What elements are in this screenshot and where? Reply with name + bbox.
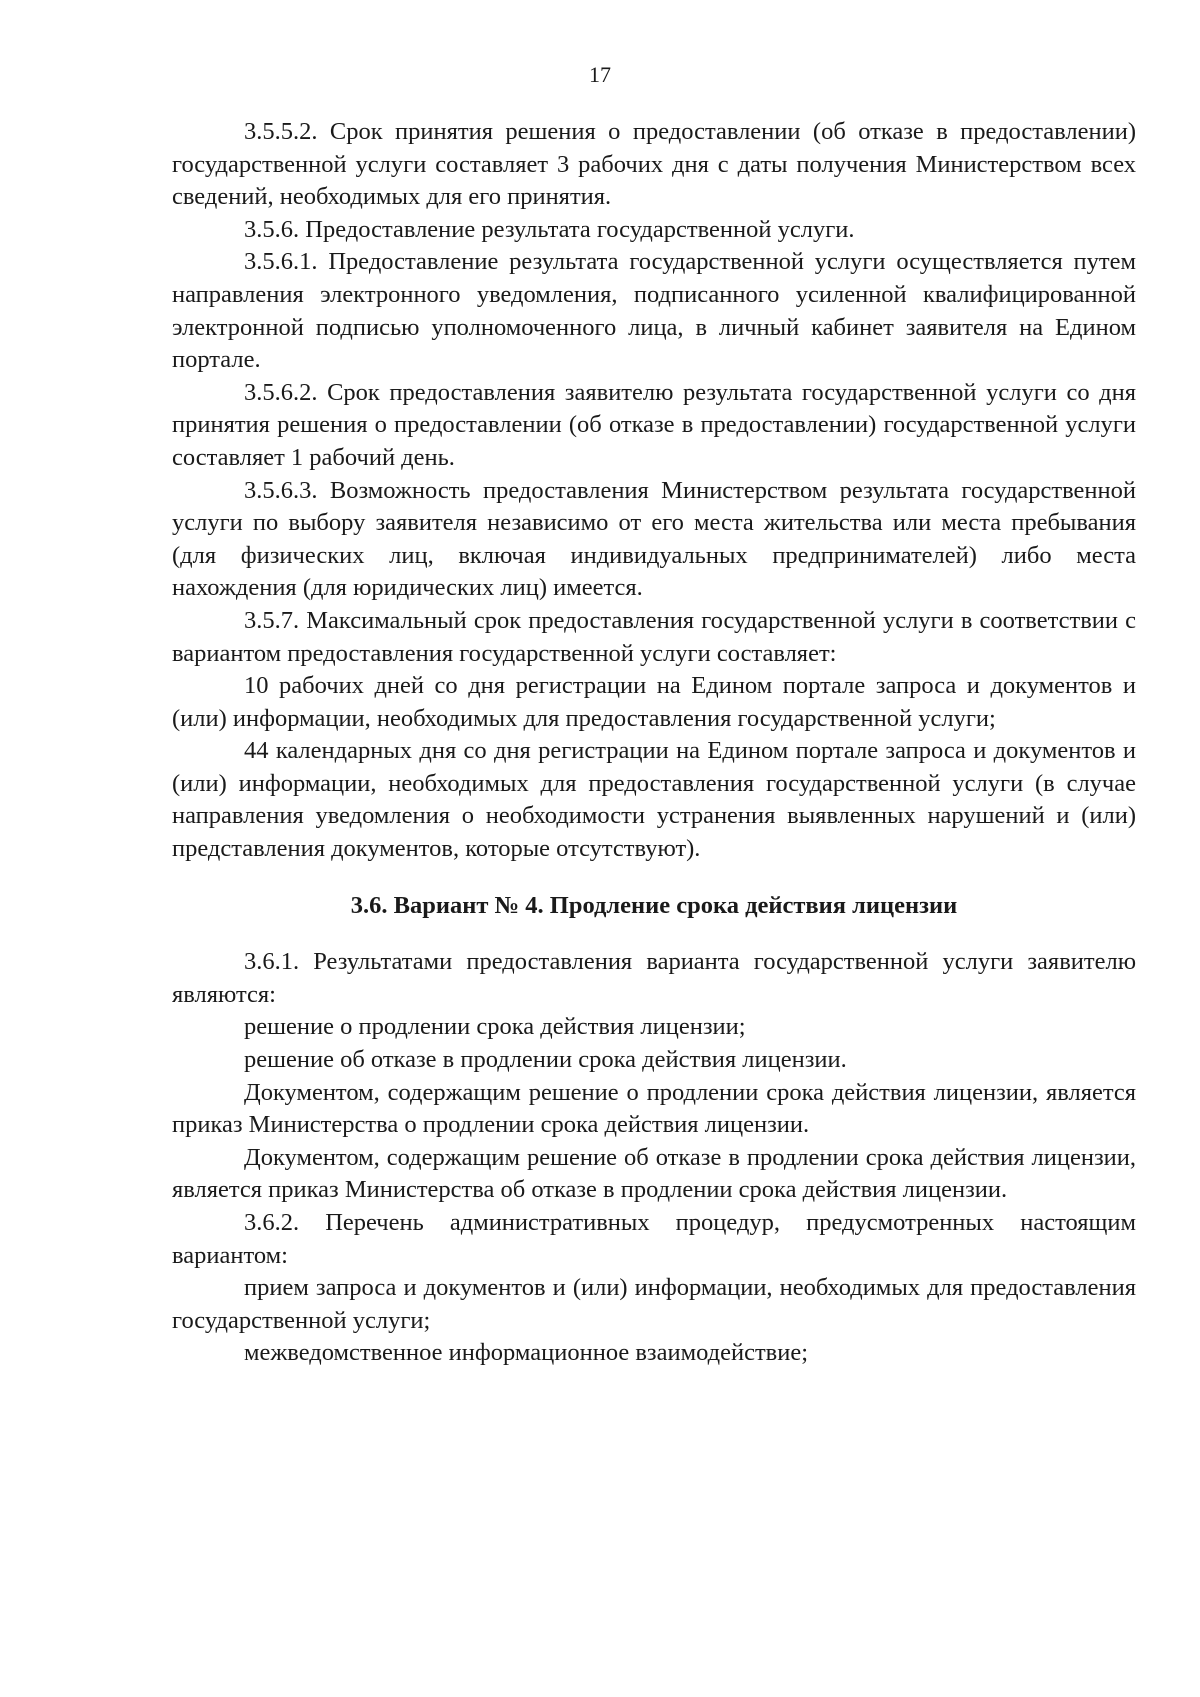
paragraph: 44 календарных дня со дня регистрации на Едином портале запроса и документов и (или) информации, необходимых для предоставления государственной услуги (в случае направления уведомления о необходимости устранения выявленных нарушений и (или) представления документов, которые отсутствуют). [172, 737, 1136, 863]
paragraph: 3.5.7. Максимальный срок предоставления государственной услуги в соответствии с вариантом предоставления государственной услуги составляет: [172, 606, 1136, 667]
paragraph: 3.6.2. Перечень административных процедур, предусмотренных настоящим вариантом: [172, 1209, 1136, 1269]
paragraph: 3.5.6. Предоставление результата государственной услуги. [244, 215, 855, 243]
document-body [172, 116, 1136, 1370]
paragraph: 3.5.6.2. Срок предоставления заявителю результата государственной услуги со дня принятия решения о предоставлении (об отказе в предоставлении) государственной услуги составляет 1 рабочий день. [172, 378, 1136, 471]
section-heading: 3.6. Вариант № 4. Продление срока действия лицензии [350, 891, 958, 919]
paragraph: 10 рабочих дней со дня регистрации на Едином портале запроса и документов и (или) информации, необходимых для предоставления государственной услуги; [172, 672, 1136, 732]
page-number: 17 [589, 62, 611, 87]
paragraph: решение о продлении срока действия лицензии; [244, 1013, 746, 1041]
paragraph: 3.5.6.3. Возможность предоставления Министерством результата государственной услуги по выбору заявителя независимо от его места жительства или места пребывания (для физических лиц, включая индивидуальных предпринимателей) либо места нахождения (для юридических лиц) имеется. [172, 476, 1136, 602]
paragraph: решение об отказе в продлении срока действия лицензии. [244, 1046, 847, 1074]
paragraph: Документом, содержащим решение о продлении срока действия лицензии, является приказ Министерства о продлении срока действия лицензии. [172, 1078, 1136, 1139]
paragraph: прием запроса и документов и (или) информации, необходимых для предоставления государственной услуги; [172, 1274, 1136, 1334]
paragraph: Документом, содержащим решение об отказе в продлении срока действия лицензии, является приказ Министерства об отказе в продлении срока действия лицензии. [172, 1143, 1136, 1204]
paragraph: 3.6.1. Результатами предоставления варианта государственной услуги заявителю являются: [172, 948, 1136, 1008]
paragraph: межведомственное информационное взаимодействие; [244, 1339, 809, 1367]
paragraph: 3.5.6.1. Предоставление результата государственной услуги осуществляется путем направления электронного уведомления, подписанного усиленной квалифицированной электронной подписью уполномоченного лица, в личный кабинет заявителя на Едином портале. [172, 248, 1136, 374]
paragraph: 3.5.5.2. Срок принятия решения о предоставлении (об отказе в предоставлении) государственной услуги составляет 3 рабочих дня с даты получения Министерством всех сведений, необходимых для его принятия. [172, 118, 1136, 211]
